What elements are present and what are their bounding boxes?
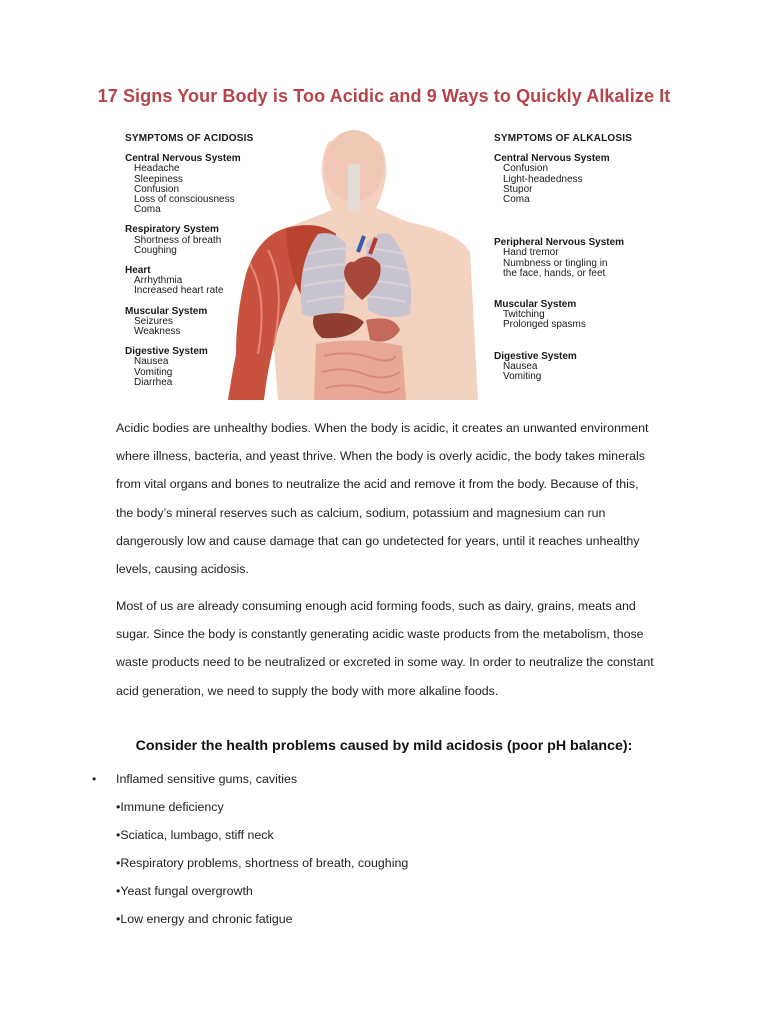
system-name: Muscular System: [125, 305, 208, 317]
system-name: Heart: [125, 265, 151, 277]
symptom: Sleepiness: [134, 173, 183, 185]
page-title: 17 Signs Your Body is Too Acidic and 9 Ways to Quickly Alkalize It: [97, 86, 671, 106]
symptom: Numbness or tingling in: [503, 257, 608, 269]
symptom-group: [125, 307, 285, 338]
neck-spine: [348, 164, 360, 212]
system-name: Digestive System: [125, 346, 208, 358]
symptom: Vomiting: [134, 366, 173, 378]
symptom: Nausea: [134, 356, 169, 368]
symptom: Headache: [134, 163, 180, 175]
symptom: Coma: [134, 204, 161, 216]
symptom-group: [494, 352, 664, 383]
system-name: Central Nervous System: [125, 153, 241, 165]
symptom: Confusion: [134, 183, 180, 195]
paragraph-acidic-bodies: Acidic bodies are unhealthy bodies. When the body is acidic, it creates an unwanted environment where illness, bacteria, and yeast thrive. When the body is overly acidic, the body takes minerals from vital organs and bones to neutralize the acid and remove it from the body. Because of this, the body’s mineral reserves such as calcium, sodium, potassium and magnesium can run dangerously low and cause damage that can go undetected for years, until it reaches unhealthy levels, causing acidosis.: [116, 421, 649, 577]
symptom-group: [125, 266, 285, 297]
symptom-group: [125, 347, 285, 388]
system-name: Digestive System: [494, 350, 577, 362]
symptom: Loss of consciousness: [134, 194, 235, 206]
acidosis-heading: SYMPTOMS OF ACIDOSIS: [125, 133, 254, 144]
symptom: Seizures: [134, 315, 173, 327]
symptom: Diarrhea: [134, 376, 173, 388]
paragraph-acid-forming-foods: Most of us are already consuming enough acid forming foods, such as dairy, grains, meats and sugar. Since the body is constantly generating acidic waste products from the metabolism, those waste products need to be neutralized or excreted in some way. In order to neutralize the constant acid generation, we need to supply the body with more alkaline foods.: [116, 599, 654, 698]
list-item: •Respiratory problems, shortness of breath, coughing: [116, 856, 409, 870]
symptom: the face, hands, or feet: [503, 267, 606, 279]
symptom: Coughing: [134, 244, 177, 256]
symptom: Increased heart rate: [134, 285, 224, 297]
acidosis-alkalosis-diagram: [118, 124, 658, 400]
acidosis-column: [125, 134, 285, 388]
list-item: •Immune deficiency: [116, 800, 224, 814]
list-item: Inflamed sensitive gums, cavities: [116, 772, 298, 786]
symptom-group: [494, 238, 664, 279]
symptom-group: [494, 154, 664, 205]
list-item: •Low energy and chronic fatigue: [116, 912, 293, 926]
symptom: Light-headedness: [503, 173, 583, 185]
symptom-group: [494, 300, 664, 331]
symptom: Confusion: [503, 163, 549, 175]
symptom-group: [125, 154, 285, 215]
symptom: Twitching: [503, 309, 545, 321]
symptom: Prolonged spasms: [503, 319, 586, 331]
system-name: Respiratory System: [125, 224, 219, 236]
symptom: Vomiting: [503, 371, 542, 383]
system-name: Peripheral Nervous System: [494, 237, 625, 249]
symptom: Hand tremor: [503, 247, 559, 259]
symptom: Shortness of breath: [134, 234, 222, 246]
system-name: Muscular System: [494, 299, 577, 311]
symptom: Coma: [503, 194, 530, 206]
symptom: Stupor: [503, 183, 533, 195]
symptom: Nausea: [503, 360, 538, 372]
symptom: Arrhythmia: [134, 275, 183, 287]
list-item: •Sciatica, lumbago, stiff neck: [116, 828, 274, 842]
list-bullet: •: [92, 772, 97, 786]
section-heading: Consider the health problems caused by mild acidosis (poor pH balance):: [135, 738, 633, 754]
alkalosis-heading: SYMPTOMS OF ALKALOSIS: [494, 133, 633, 144]
system-name: Central Nervous System: [494, 153, 610, 165]
symptom: Weakness: [134, 326, 181, 338]
list-item: •Yeast fungal overgrowth: [116, 884, 253, 898]
alkalosis-column: [494, 134, 664, 382]
symptom-group: [125, 225, 285, 256]
